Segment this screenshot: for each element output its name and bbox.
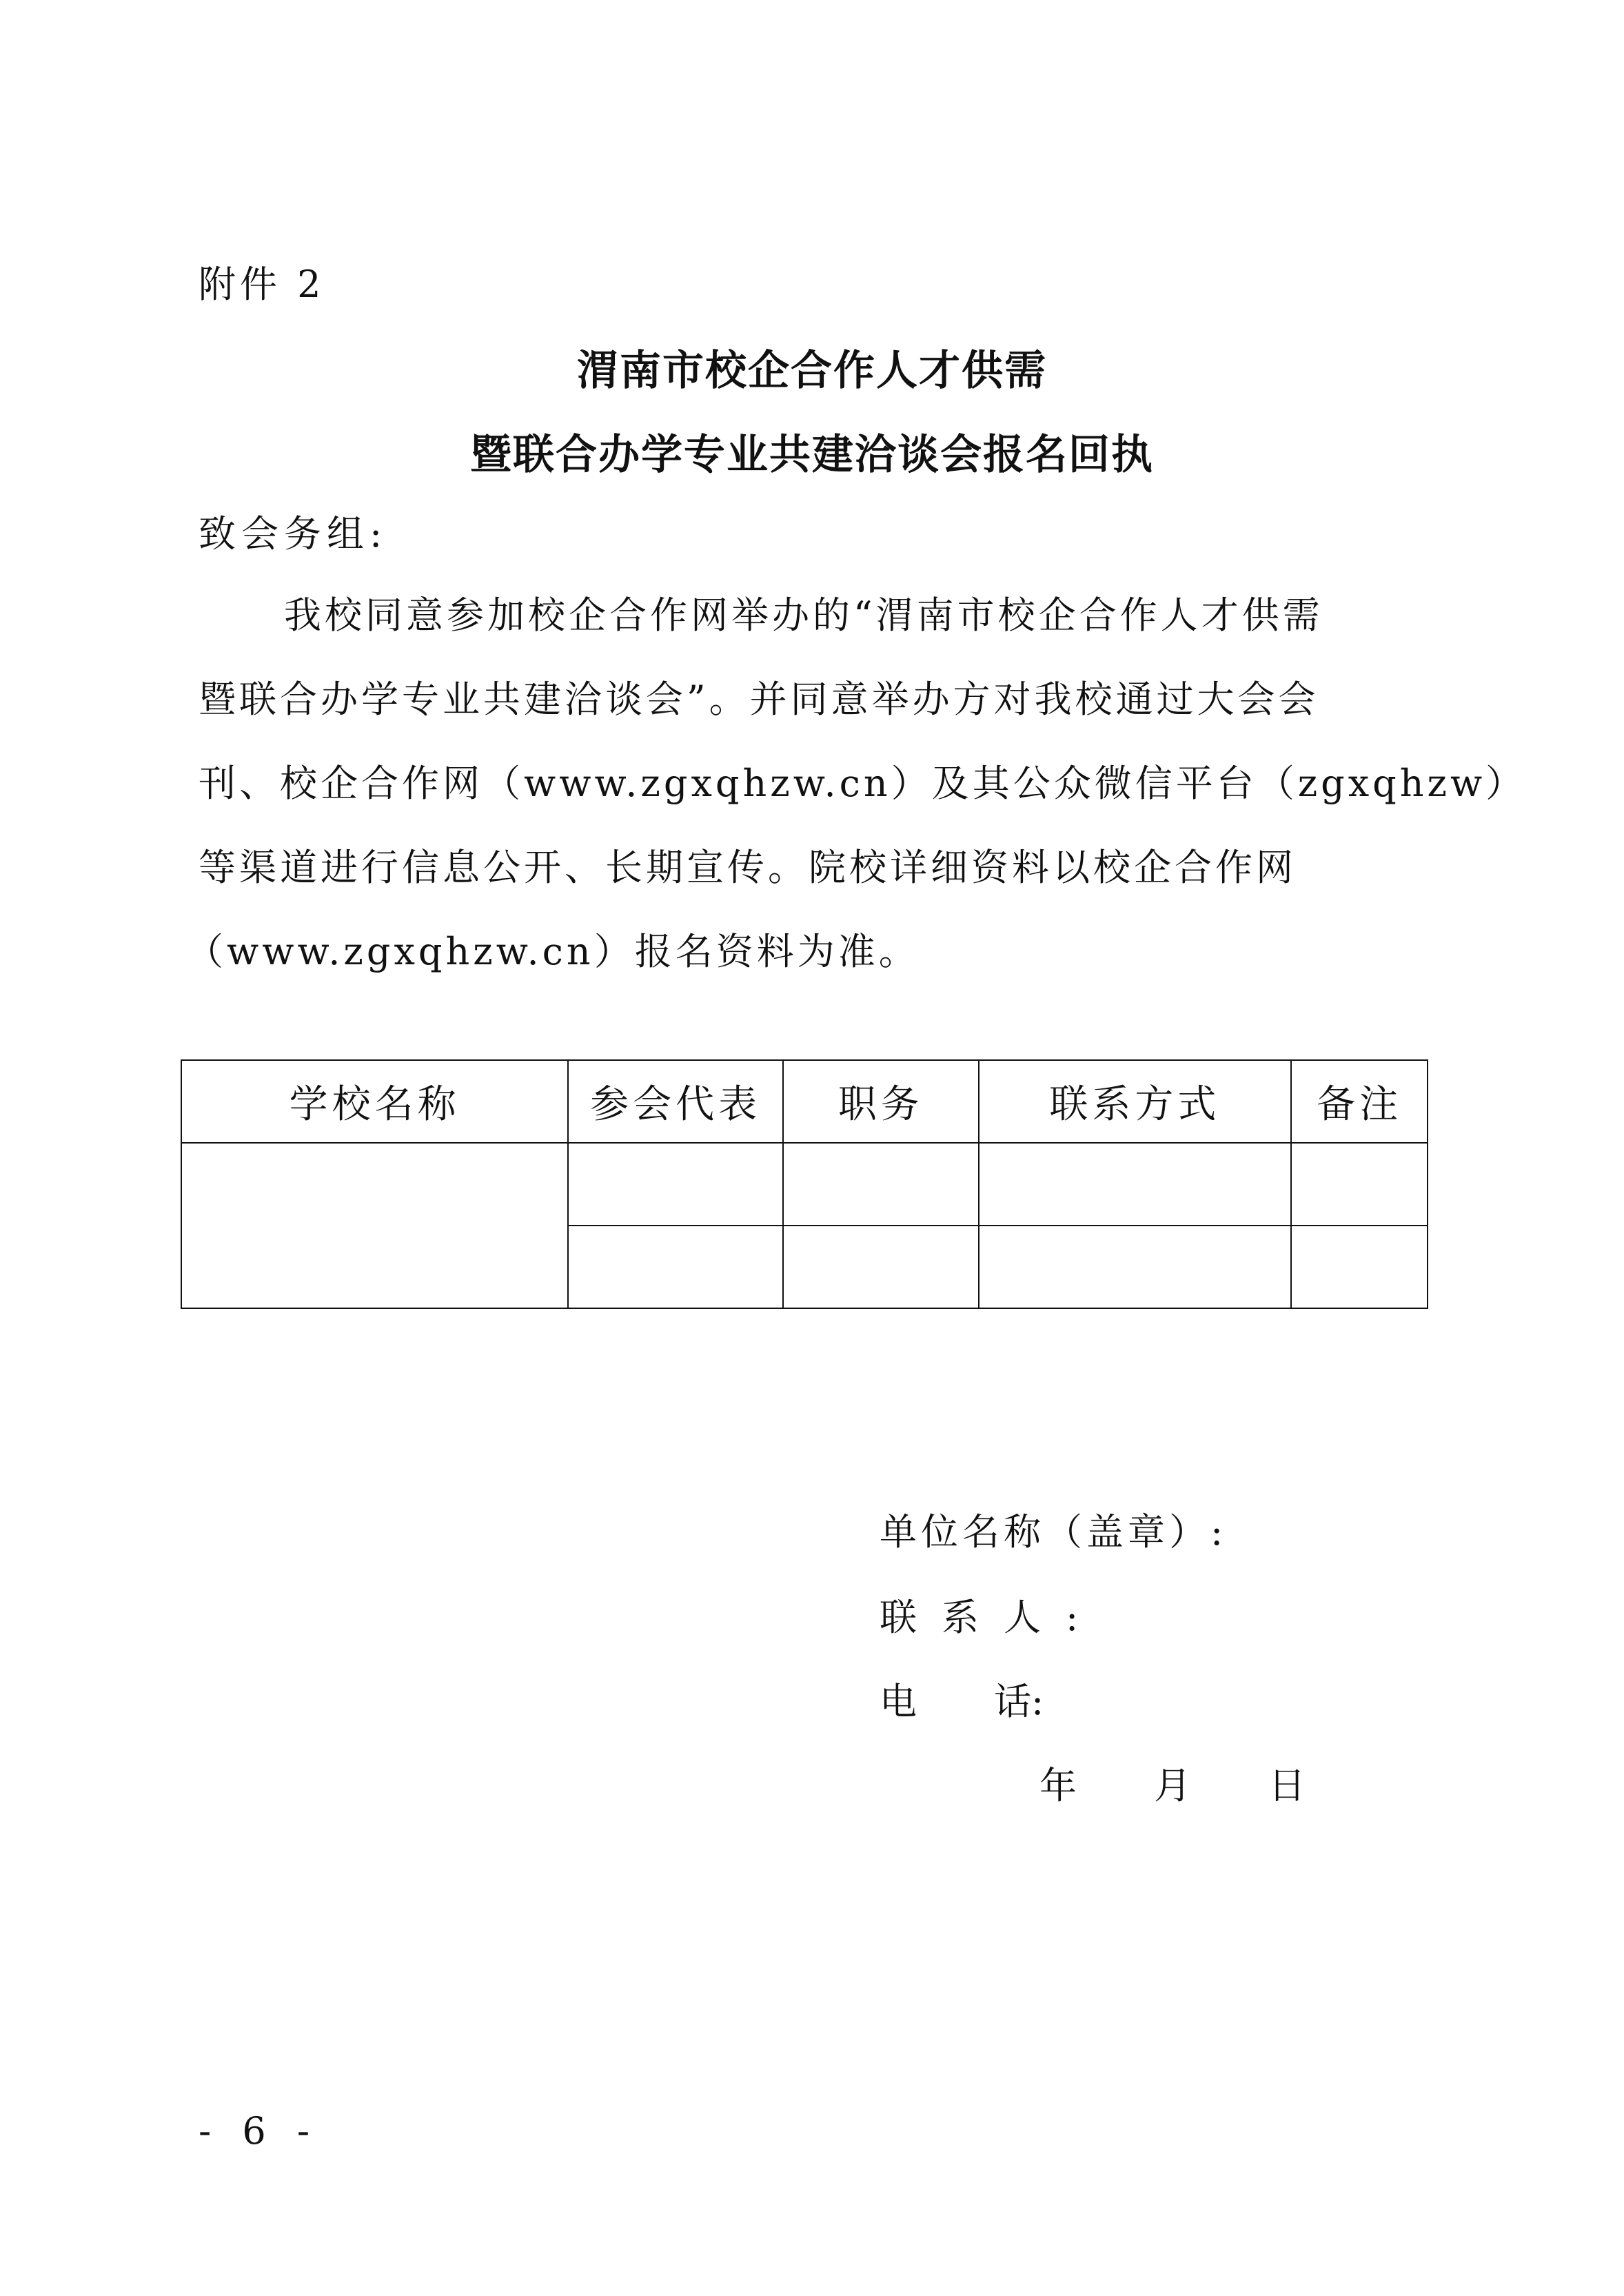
attachment-label: 附件 2 [199,263,325,306]
cell-representative[interactable] [568,1143,783,1226]
unit-name-label: 单位名称（盖章）: [880,1510,1228,1554]
month-label: 月 [1154,1764,1191,1807]
year-label: 年 [1039,1764,1077,1807]
cell-school-name[interactable] [181,1143,568,1308]
table-row [181,1143,1428,1226]
registration-table [181,1059,1428,1309]
cell-remarks[interactable] [1291,1143,1428,1226]
phone-label [880,1672,1044,1725]
cell-position[interactable] [783,1143,979,1226]
cell-representative[interactable] [568,1226,783,1308]
header-school-name: 学校名称 [181,1060,568,1143]
body-line-3: 刊、校企合作网（www.zgxqhzw.cn）及其公众微信平台（zgxqhzw） [199,762,1527,805]
header-position: 职务 [783,1060,979,1143]
table-header-row [181,1060,1428,1143]
cell-contact-method[interactable] [979,1143,1291,1226]
body-line-1: 我校同意参加校企合作网举办的“渭南市校企合作人才供需 [284,593,1323,637]
body-line-2: 暨联合办学专业共建洽谈会”。并同意举办方对我校通过大会会 [199,678,1319,721]
document-title-line1: 渭南市校企合作人才供需 [577,347,1047,395]
document-title-line2: 暨联合办学专业共建洽谈会报名回执 [470,431,1154,479]
salutation: 致会务组: [199,512,388,556]
phone-label-part2: 话: [994,1680,1044,1723]
page-number: - 6 - [199,2109,320,2153]
contact-person-label: 联系人: [880,1596,1104,1639]
body-line-4: 等渠道进行信息公开、长期宣传。院校详细资料以校企合作网 [199,846,1297,889]
header-remarks: 备注 [1291,1060,1428,1143]
header-contact-method: 联系方式 [979,1060,1291,1143]
cell-position[interactable] [783,1226,979,1308]
phone-label-part1: 电 [880,1680,917,1723]
cell-remarks[interactable] [1291,1226,1428,1308]
cell-contact-method[interactable] [979,1226,1291,1308]
body-line-5: （www.zgxqhzw.cn）报名资料为准。 [186,930,920,973]
header-representative: 参会代表 [568,1060,783,1143]
day-label: 日 [1268,1764,1306,1807]
date-line [1039,1756,1306,1809]
